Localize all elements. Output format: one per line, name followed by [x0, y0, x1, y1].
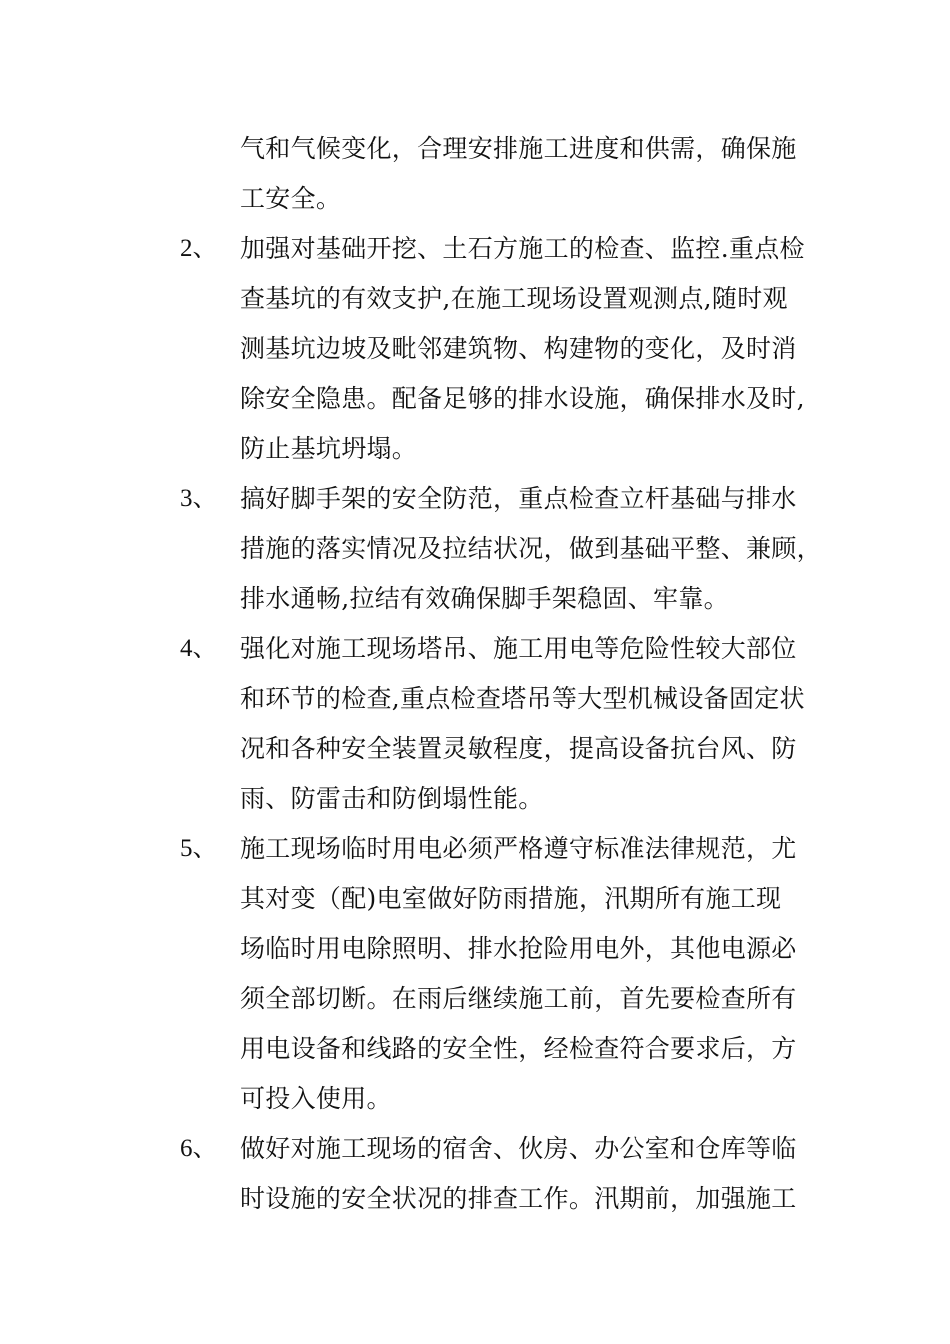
line-text: 除安全隐患。配备足够的排水设施，确保排水及时, — [240, 384, 805, 413]
line-text: 搞好脚手架的安全防范，重点检查立杆基础与排水 — [240, 484, 797, 513]
text-line — [0, 124, 950, 174]
text-line — [0, 574, 950, 624]
continuation-paragraph — [0, 124, 950, 224]
line-text: 可投入使用。 — [240, 1084, 392, 1113]
item-number: 4、 — [180, 635, 218, 662]
line-text: 工安全。 — [240, 184, 342, 213]
list-item-2 — [0, 224, 950, 474]
list-item-4 — [0, 624, 950, 824]
line-text: 测基坑边坡及毗邻建筑物、构建物的变化，及时消 — [240, 334, 797, 363]
item-number: 3、 — [180, 485, 218, 512]
line-text: 其对变（配)电室做好防雨措施，汛期所有施工现 — [240, 884, 782, 913]
text-line — [0, 774, 950, 824]
text-line — [0, 924, 950, 974]
line-text: 况和各种安全装置灵敏程度，提高设备抗台风、防 — [240, 734, 797, 763]
list-item-5 — [0, 824, 950, 1124]
line-text: 时设施的安全状况的排查工作。汛期前，加强施工 — [240, 1184, 797, 1213]
line-text: 排水通畅,拉结有效确保脚手架稳固、牢靠。 — [240, 584, 729, 613]
line-text: 施工现场临时用电必须严格遵守标准法律规范，尤 — [240, 834, 797, 863]
item-number: 2、 — [180, 235, 218, 262]
list-item-3 — [0, 474, 950, 624]
text-line — [0, 524, 950, 574]
line-text: 查基坑的有效支护,在施工现场设置观测点,随时观 — [240, 284, 788, 313]
text-line — [0, 474, 950, 524]
document-body — [0, 124, 950, 1224]
text-line — [0, 324, 950, 374]
text-line — [0, 1174, 950, 1224]
text-line — [0, 174, 950, 224]
text-line — [0, 624, 950, 674]
text-line — [0, 1074, 950, 1124]
text-line — [0, 674, 950, 724]
line-text: 做好对施工现场的宿舍、伙房、办公室和仓库等临 — [240, 1134, 797, 1163]
line-text: 雨、防雷击和防倒塌性能。 — [240, 784, 544, 813]
text-line — [0, 1124, 950, 1174]
list-item-6 — [0, 1124, 950, 1224]
line-text: 措施的落实情况及拉结状况，做到基础平整、兼顾， — [240, 534, 822, 563]
text-line — [0, 724, 950, 774]
text-line — [0, 974, 950, 1024]
text-line — [0, 424, 950, 474]
text-line — [0, 1024, 950, 1074]
text-line — [0, 874, 950, 924]
text-line — [0, 824, 950, 874]
item-number: 6、 — [180, 1135, 218, 1162]
line-text: 用电设备和线路的安全性，经检查符合要求后，方 — [240, 1034, 797, 1063]
text-line — [0, 274, 950, 324]
text-line — [0, 374, 950, 424]
line-text: 强化对施工现场塔吊、施工用电等危险性较大部位 — [240, 634, 797, 663]
line-text: 气和气候变化，合理安排施工进度和供需，确保施 — [240, 134, 797, 163]
line-text: 防止基坑坍塌。 — [240, 434, 418, 463]
text-line — [0, 224, 950, 274]
item-number: 5、 — [180, 835, 218, 862]
line-text: 和环节的检查,重点检查塔吊等大型机械设备固定状 — [240, 684, 805, 713]
line-text: 须全部切断。在雨后继续施工前，首先要检查所有 — [240, 984, 797, 1013]
line-text: 场临时用电除照明、排水抢险用电外，其他电源必 — [240, 934, 797, 963]
line-text: 加强对基础开挖、土石方施工的检查、监控.重点检 — [240, 234, 805, 263]
